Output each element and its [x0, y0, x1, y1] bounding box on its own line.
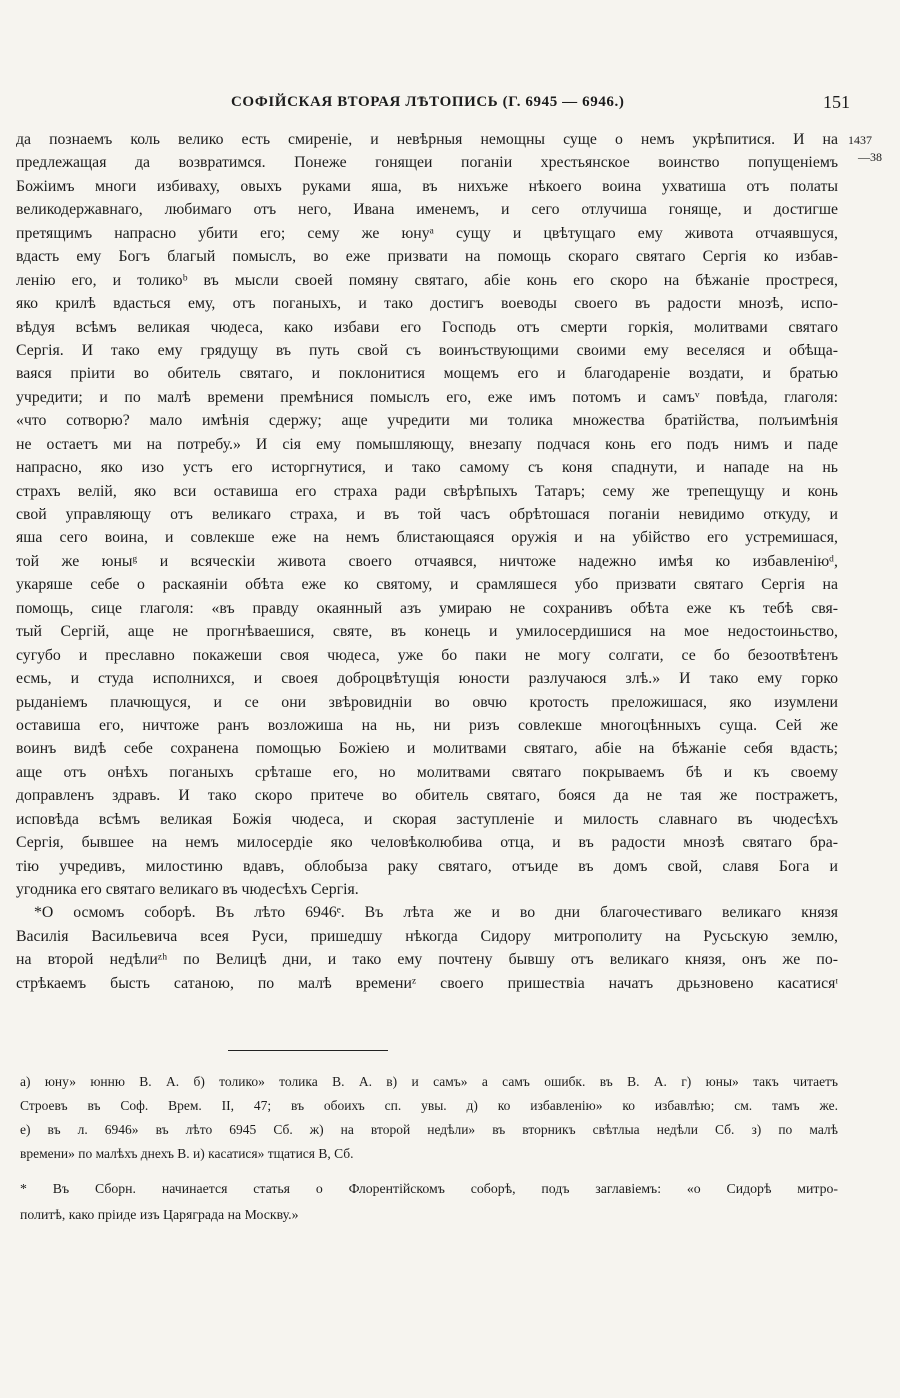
margin-year-note: 1437: [848, 133, 872, 147]
text-line: тію учредивъ, милостиню вдавъ, облобыза раку святаго, отъиде въ домъ свой, славя Бога и: [16, 857, 838, 875]
text-line: Василія Васильевича всея Руси, пришедшу нѣкогда Сидору митрополиту на Русьскую землю,: [16, 927, 838, 945]
text-line: да познаемъ коль велико есть смиреніе, и невѣрныя немощны суще о немъ укрѣпитися. И на: [16, 131, 838, 148]
section-heading-line: *О осмомъ соборѣ. Въ лѣто 6946ᵉ. Въ лѣта же и во дни благочестиваго великаго князя: [34, 904, 838, 922]
text-line: ваяся пріити во обитель святаго, и поклонитися мощемъ его и благодареніе воздати, и братью: [16, 365, 838, 383]
note-line: времени» по малѣхъ днехъ В. и) касатися» тщатися В, Сб.: [20, 1146, 354, 1161]
text-line: предлежащая да возвратимся. Понеже гонящеи поганіи хрестьянское воинство попущеніемъ: [16, 154, 838, 172]
running-title: СОФІЙСКАЯ ВТОРАЯ ЛѢТОПИСЬ (Г. 6945 — 6946.): [231, 94, 625, 110]
text-line: учредити; и по малѣ времени премѣнися помыслъ его, еже имъ потомъ и самъᵛ повѣда, глаголя:: [16, 388, 838, 406]
note-line: а) юну» юнню В. А. б) толико» толика В. А. в) и самъ» а самъ ошибк. въ В. А. г) юны» такъ читаетъ: [20, 1074, 838, 1089]
text-line: угодника его святаго великаго въ чюдесѣхъ Сергія.: [16, 881, 359, 898]
text-line: великодержавнаго, любимаго отъ него, Ивана именемъ, и сего отлучиша гоняще, и достигше: [16, 201, 838, 219]
footnote-line: политѣ, како пріиде изъ Царяграда на Москву.»: [20, 1207, 299, 1222]
footnote: [20, 1176, 838, 1228]
text-line: вдасть ему Богъ благый помыслъ, во еже призвати на помощь скораго святаго Сергія ко избав-: [16, 248, 838, 266]
text-line: доправленъ здравъ. И тако скоро притече во обитель святаго, бояся да не тая же постражетъ,: [16, 787, 838, 805]
text-line: вѣдуя всѣмъ великая чюдеса, како избави его Господь отъ смерти горкія, молитвами святаго: [16, 318, 838, 336]
note-line: Строевъ въ Соф. Врем. II, 47; въ обоихъ сп. увы. д) ко избавленію» ко избавлѣю; см. тамъ же.: [20, 1098, 838, 1113]
text-line: Божіимъ многи избиваху, овыхъ руками яша, въ нихъже нѣкоего воина ухватиша отъ полаты: [16, 177, 838, 195]
text-line: не остаетъ ми на потребу.» И сія ему помышляющу, внезапу подчася конь его подъ нимъ и паде: [16, 435, 838, 453]
margin-year-range-note: —38: [858, 150, 882, 164]
text-line: воинъ видѣ себе сохранена помощью Божіею и молитвами святаго, абіе на бѣжаніе себя вдасть;: [16, 740, 838, 758]
text-line: помощь, сице глаголя: «въ правду окаянный азъ умираю не сохранивъ обѣта еже къ тебѣ свя-: [16, 599, 838, 617]
text-line: рыданіемъ плачющуся, и се они звѣровидніи во овчю кротость преложишася, яко изумлени: [16, 693, 838, 711]
text-line: оставиша его, ничтоже ранъ возложиша на нь, ни ризъ совлекше многоцѣнныхъ суща. Сей же: [16, 716, 838, 734]
text-line: «что сотворю? мало имѣнія сдержу; аще учредити ми толика множества братійства, полъимѣнія: [16, 412, 838, 430]
text-line: исповѣда всѣмъ великая Божія чюдеса, и скорая заступленіе и милость славнаго въ чюдесѣхъ: [16, 810, 838, 828]
text-line: тый Сергій, аще не прогнѣваешися, святе, въ конець и умилосердишися на мое недостоиньство,: [16, 623, 838, 641]
main-text: [16, 128, 838, 995]
text-line: яша сего воина, и совлекше еже на немъ блистающаяся оружія и на убійство его устремишася,: [16, 529, 838, 547]
text-line: той же юныᵍ и всяческіи живота своего отчаявся, ничтоже надежно имѣя ко избавленіюᵈ,: [16, 552, 838, 570]
text-line: Сергія, бывшее на немъ милосердіе яко человѣколюбива отца, и въ радости мнозѣ святаго бра-: [16, 834, 838, 852]
text-line: напрасно, яко изо устъ его исторгнутися, и тако самому съ коня спаднути, и нападе на нь: [16, 459, 838, 477]
text-line: укаряше себе о раскаяніи обѣта еже ко святому, и срамляшеся убо призвати святаго Сергія на: [16, 576, 838, 594]
variant-readings: [20, 1070, 838, 1166]
text-line: на второй недѣлиᶻʰ по Велицѣ дни, и тако ему почтену бывшу отъ великаго князя, онъ же по-: [16, 951, 838, 969]
text-line: сугубо и преславно покажеши своя чюдеса, уже бо паки не могу солгати, се бо безоотвѣтенъ: [16, 646, 838, 664]
running-head: [16, 92, 860, 116]
footnote-line: * Въ Сборн. начинается статья о Флорентійскомъ соборѣ, подъ заглавіемъ: «о Сидорѣ митро-: [20, 1181, 838, 1196]
text-line: стрѣкаемъ бысть сатаною, по малѣ времениᶻ своего пришествіа начатъ дрьзновено касатисяᶦ: [16, 974, 838, 992]
text-line: претящимъ напрасно убити его; сему же юнуᵃ сущу и цвѣтущаго ему живота отчаявшуся,: [16, 224, 838, 242]
text-line: ленію его, и толикоᵇ въ мысли своей помяну святаго, абіе конь его скоро на бѣжаніе простреся,: [16, 271, 838, 289]
note-line: е) въ л. 6946» въ лѣто 6945 Сб. ж) на второй недѣли» въ вторникъ свѣтлыа недѣли Сб. з) по малѣ: [20, 1122, 838, 1137]
notes-divider: [228, 1050, 388, 1051]
page-number: 151: [823, 92, 850, 112]
text-line: свой управляющу отъ великаго страха, и въ той часъ обрѣтошася поганіи невидимо откуду, и: [16, 506, 838, 523]
text-line: яко крилѣ вдасться ему, отъ поганыхъ, и тако достигъ воеводы своего въ радости мнозѣ, испо-: [16, 295, 838, 313]
text-line: аще отъ онѣхъ поганыхъ срѣташе его, но молитвами святаго покрываемъ бѣ и къ своему: [16, 763, 838, 781]
text-line: есмь, и студа исполнихся, и своея доброцвѣтущія юности разлучаюся злѣ.» И тако ему горко: [16, 670, 838, 688]
text-line: Сергія. И тако ему грядущу въ путь свой съ воинъствующими своими ему веселяся и обѣща-: [16, 341, 838, 359]
text-line: страхъ велій, яко вси оставиша его страха ради свѣрѣпыхъ Татаръ; сему же трепещущу и конь: [16, 482, 838, 500]
